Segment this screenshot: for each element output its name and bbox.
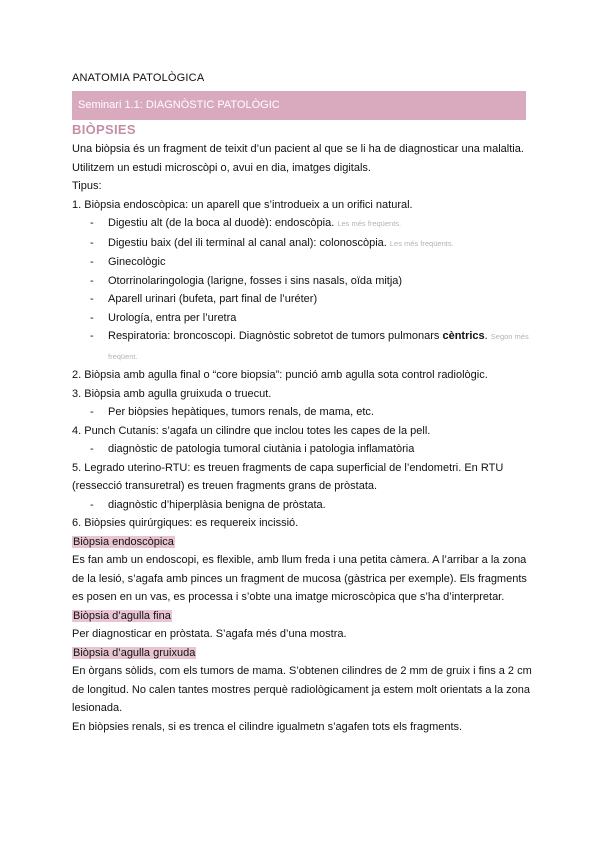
fine-needle-text: Per diagnosticar en pròstata. S’agafa més d’una mostra. [72,628,347,640]
type-4-list [72,440,534,459]
frequency-note: Segon més freqüent. [108,332,529,361]
list-item: - Respiratoria: broncoscopi. Diagnòstic sobretot de tumors pulmonars cèntrics. Segon més freqüent. [72,327,534,366]
fine-needle-heading: Biòpsia d’agulla fina [73,609,171,622]
core-needle-heading: Biòpsia d’agulla gruixuda [73,646,196,659]
type-2: 2. Biòpsia amb agulla final o “core biopsia”: punció amb agulla sota control radiològic. [72,369,488,381]
type-4: 4. Punch Cutanis: s’agafa un cilindre que inclou totes les capes de la pell. [72,424,431,437]
type-3-list [72,403,534,422]
list-item: - Urología, entra per l’uretra [72,309,534,328]
list-item: - diagnòstic de patologia tumoral ciutània i patologia inflamatòria [72,440,534,459]
endoscopic-text: Es fan amb un endoscopi, es flexible, amb llum freda i una petita càmera. A l’arribar a la zona de la lesió, s’agafa amb pinces un fragment de mucosa (gàstrica per exemple). Els fragments es posen en un vas, es processa i s’obte una imatge microscòpica que s’ha d’interpretar. [72,554,527,603]
type-3: 3. Biòpsia amb agulla gruixuda o truecut. [72,387,272,400]
list-item: - Digestiu alt (de la boca al duodè): endoscòpia. Les més freqüents. [72,214,534,234]
list-item: - Ginecològic [72,253,534,272]
bold-term: cèntrics [442,330,485,342]
list-item: - Otorrinolaringologia (larigne, fosses i sins nasals, oïda mitja) [72,272,534,291]
document-title: ANATOMIA PATOLÒGICA [72,72,205,84]
list-item: - Digestiu baix (del ili terminal al canal anal): colonoscòpia. Les més freqüents. [72,234,534,254]
type-1-list [72,214,534,366]
type-1: 1. Biòpsia endoscòpica: un aparell que s’introdueix a un orifici natural. [72,198,413,211]
document-body [72,140,534,736]
list-item: - Aparell urinari (bufeta, part final de l’uréter) [72,290,534,309]
type-5: 5. Legrado uterino-RTU: es treuen fragments de capa superficial de l’endometri. En RTU (ressecció transuretral) es treuen fragments grans de pròstata. [72,461,504,492]
list-item: - diagnòstic d’hiperplàsia benigna de pròstata. [72,496,534,515]
frequency-note: Les més freqüents. [389,238,454,248]
frequency-note: Les més freqüents. [337,219,402,228]
seminar-header: Seminari 1.1: DIAGNÒSTIC PATOLÒGIC [72,91,526,120]
section-heading: BIÒPSIES [72,122,136,137]
endoscopic-heading: Biòpsia endoscòpica [73,535,174,548]
type-5-list [72,496,534,515]
intro-paragraph: Una biòpsia és un fragment de teixit d’un pacient al que se li ha de diagnosticar una malaltia. Utilitzem un estudi microscòpi o, avui en dia, imatges digitals. [72,143,524,174]
core-needle-text: En òrgans sòlids, com els tumors de mama. S’obtenen cilindres de 2 mm de gruix i fins a 2 cm de longitud. No calen tantes mostres perquè radiològicament ja estem molt orientats a la zona lesionada. [72,665,532,714]
types-label: Tipus: [72,180,102,192]
type-6: 6. Biòpsies quirúrgiques: es requereix incissió. [72,517,299,529]
renal-text: En biòpsies renals, si es trenca el cilindre igualmetn s’agafen tots els fragments. [72,720,463,733]
list-item: - Per biòpsies hepàtiques, tumors renals, de mama, etc. [72,403,534,422]
